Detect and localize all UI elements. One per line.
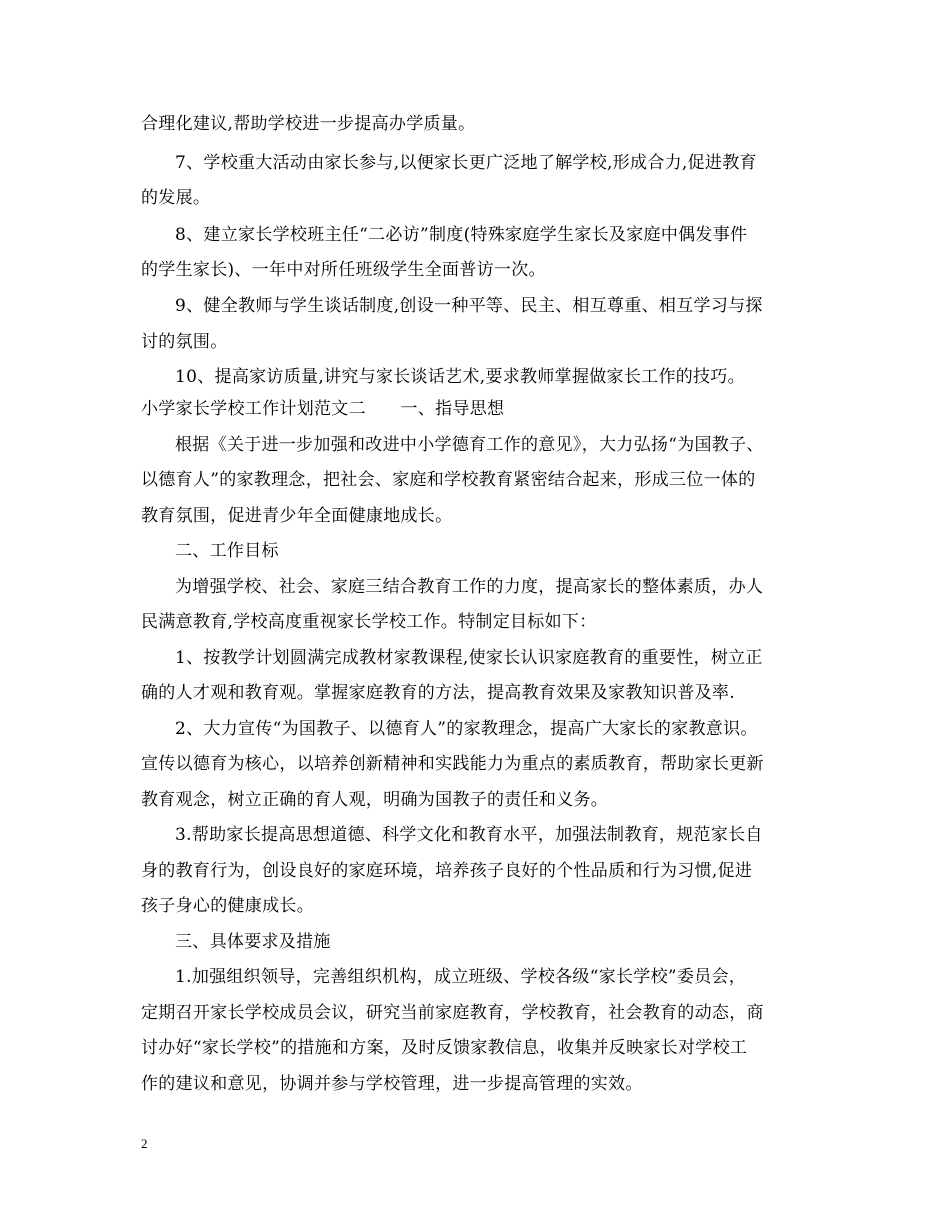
text-line: 为增强学校、社会、家庭三结合教育工作的力度，提高家长的整体素质，办人	[175, 577, 764, 597]
text-line: 2、大力宣传“为国教子、以德育人”的家教理念，提高广大家长的家教意识。	[175, 719, 758, 739]
text-line: 作的建议和意见，协调并参与学校管理，进一步提高管理的实效。	[141, 1074, 643, 1094]
text-line: 讨办好“家长学校”的措施和方案，及时反馈家教信息，收集并反映家长对学校工	[141, 1038, 748, 1058]
text-line: 宣传以德育为核心，以培养创新精神和实践能力为重点的素质教育，帮助家长更新	[141, 754, 764, 774]
text-line: 根据《关于进一步加强和改进中小学德育工作的意见》，大力弘扬“为国教子、	[175, 435, 764, 455]
text-line: 的发展。	[141, 188, 211, 208]
text-line: 孩子身心的健康成长。	[141, 896, 314, 916]
text-line: 讨的氛围。	[141, 332, 228, 352]
text-line: 9、健全教师与学生谈话制度,创设一种平等、民主、相互尊重、相互学习与探	[175, 296, 763, 316]
text-line: 1.加强组织领导，完善组织机构，成立班级、学校各级“家长学校”委员会，	[175, 967, 747, 987]
text-line: 的学生家长)、一年中对所任班级学生全面普访一次。	[141, 260, 546, 280]
section-heading: 三、具体要求及措施	[175, 932, 331, 952]
section-heading: 二、工作目标	[175, 541, 279, 561]
text-line: 8、建立家长学校班主任“二必访”制度(特殊家庭学生家长及家庭中偶发事件	[175, 225, 748, 245]
text-line: 教育氛围，促进青少年全面健康地成长。	[141, 506, 453, 526]
text-line: 以德育人”的家教理念，把社会、家庭和学校教育紧密结合起来，形成三位一体的	[141, 470, 756, 490]
text-line: 身的教育行为，创设良好的家庭环境，培养孩子良好的个性品质和行为习惯,促进	[141, 861, 753, 881]
text-line: 合理化建议,帮助学校进一步提高办学质量。	[141, 114, 476, 134]
section-heading: 小学家长学校工作计划范文二 一、指导思想	[141, 399, 505, 419]
text-line: 1、按教学计划圆满完成教材家教课程,使家长认识家庭教育的重要性，树立正	[175, 648, 763, 668]
text-line: 民满意教育,学校高度重视家长学校工作。特制定目标如下：	[141, 612, 597, 632]
text-line: 教育观念，树立正确的育人观，明确为国教子的责任和义务。	[141, 790, 609, 810]
page-number: 2	[141, 1136, 148, 1151]
text-line: 定期召开家长学校成员会议，研究当前家庭教育，学校教育，社会教育的动态，商	[141, 1003, 764, 1023]
text-line: 确的人才观和教育观。掌握家庭教育的方法，提高教育效果及家教知识普及率.	[141, 683, 735, 703]
text-line: 3.帮助家长提高思想道德、科学文化和教育水平，加强法制教育，规范家长自	[175, 825, 763, 845]
text-line: 7、学校重大活动由家长参与,以便家长更广泛地了解学校,形成合力,促进教育	[175, 153, 757, 173]
text-line: 10、提高家访质量,讲究与家长谈话艺术,要求教师掌握做家长工作的技巧。	[175, 367, 745, 387]
